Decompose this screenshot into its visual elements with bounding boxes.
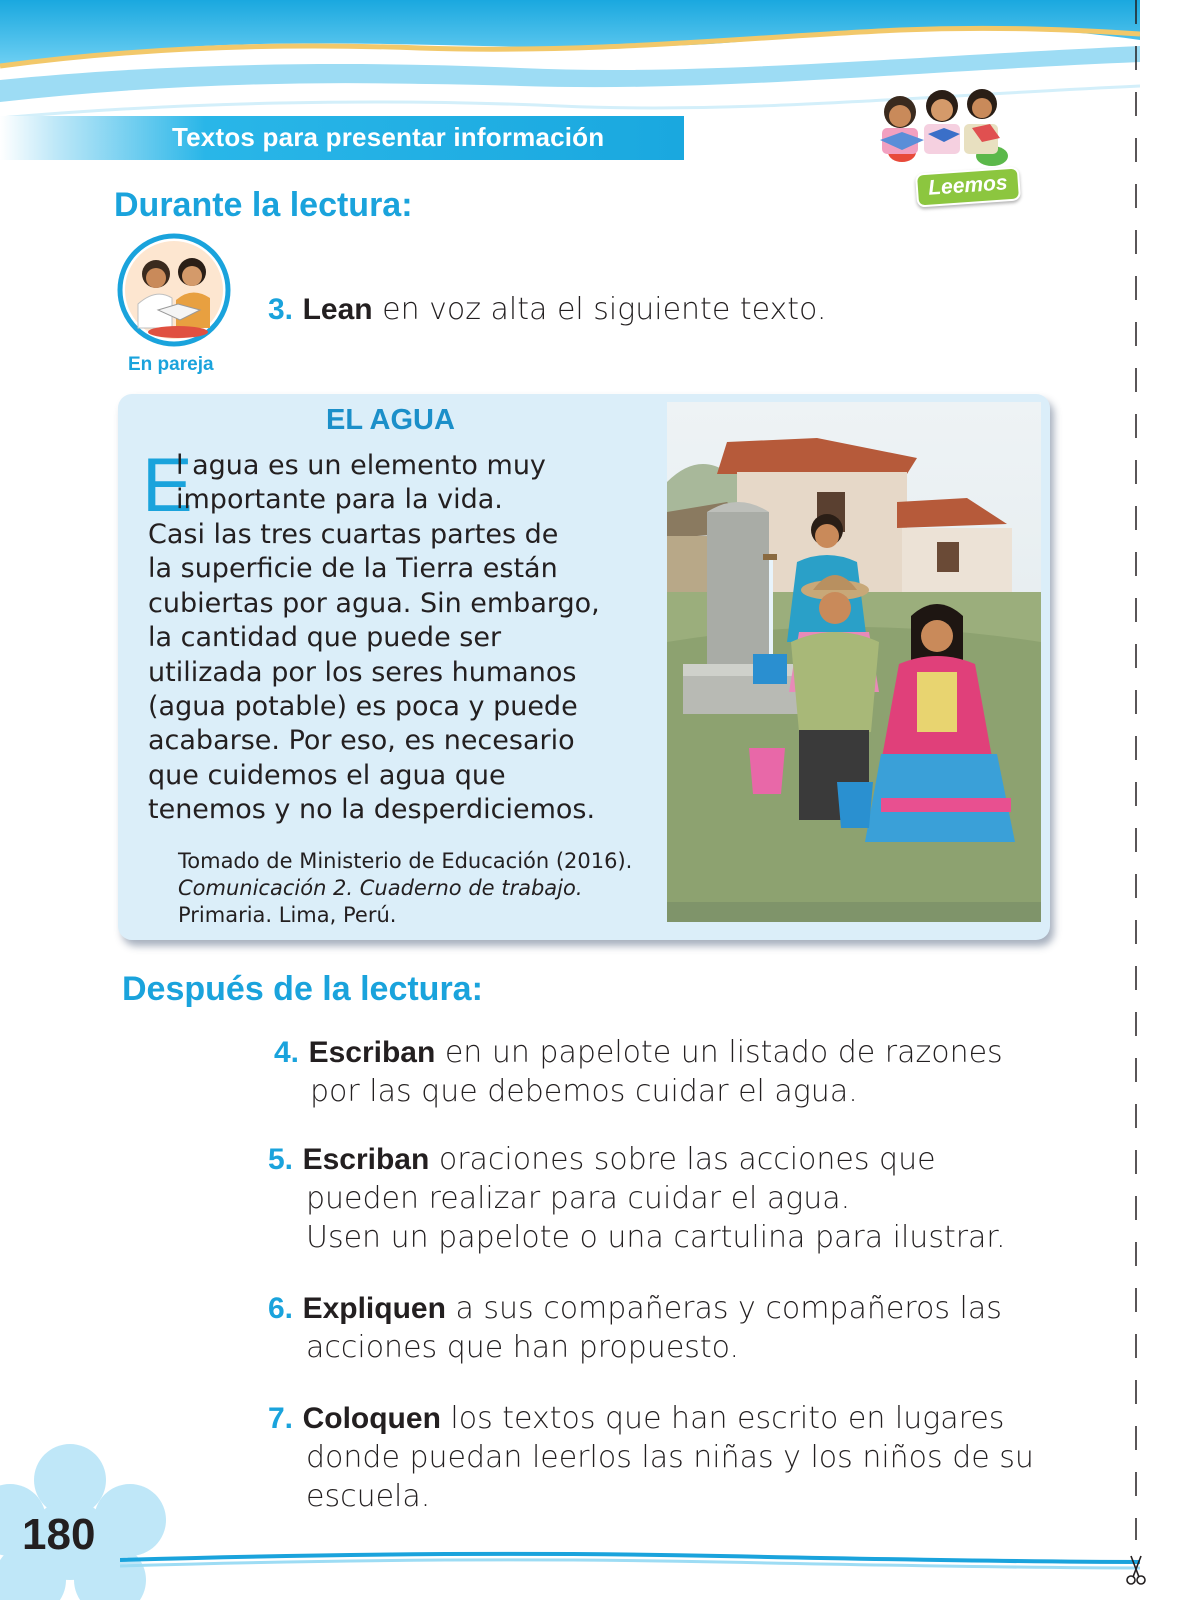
citation-work: Comunicación 2. Cuaderno de trabajo. (178, 876, 583, 900)
scissors-icon (1127, 1556, 1145, 1584)
cut-line (1126, 0, 1146, 1600)
instruction-6 (268, 1289, 1002, 1367)
leemos-badge (915, 166, 1021, 207)
citation (178, 848, 632, 929)
instruction-verb: Expliquen (302, 1292, 446, 1325)
reading-line: acabarse. Por eso, es necesario (148, 725, 575, 757)
instruction-4 (274, 1033, 1003, 1111)
reading-line: (agua potable) es poca y puede (148, 691, 578, 723)
reading-line: l agua es un elemento muy (176, 450, 546, 481)
instruction-3 (268, 290, 826, 329)
pair-work-icon (116, 232, 232, 348)
instruction-text: pueden realizar para cuidar el agua. (306, 1181, 851, 1216)
instruction-text: Usen un papelote o una cartulina para ilustrar. (306, 1220, 1006, 1255)
during-reading-heading: Durante la lectura: (114, 186, 413, 224)
instruction-text: por las que debemos cuidar el agua. (310, 1074, 858, 1109)
citation-source: Tomado de Ministerio de Educación (2016). (178, 849, 633, 873)
instruction-5 (268, 1140, 1006, 1257)
instruction-text: los textos que han escrito en lugares (440, 1401, 1005, 1436)
instruction-text: escuela. (306, 1479, 431, 1514)
instruction-number: 6. (268, 1292, 294, 1325)
reading-line: cubiertas por agua. Sin embargo, (148, 587, 600, 619)
instruction-text: oraciones sobre las acciones que (429, 1142, 936, 1177)
reading-line: Casi las tres cuartas partes de (148, 519, 559, 550)
reading-title: EL AGUA (326, 404, 455, 436)
instruction-text: en un papelote un listado de razones (435, 1035, 1003, 1070)
reading-line: que cuidemos el agua que (148, 759, 506, 791)
instruction-text: en voz alta el siguiente texto. (372, 292, 827, 327)
instruction-verb: Lean (302, 293, 373, 326)
instruction-number: 7. (268, 1402, 294, 1435)
reading-line: importante para la vida. (176, 484, 503, 516)
reading-line: la superficie de la Tierra están (148, 553, 558, 585)
leemos-label: Leemos (927, 171, 1009, 200)
after-reading-heading: Después de la lectura: (122, 970, 483, 1008)
village-water-illustration (667, 402, 1041, 922)
instruction-text: donde puedan leerlos las niñas y los niños de su (306, 1440, 1034, 1475)
instruction-number: 5. (268, 1143, 294, 1176)
pair-mode-label: En pareja (128, 354, 214, 375)
instruction-text: a sus compañeras y compañeros las (445, 1291, 1002, 1326)
reading-line: la cantidad que puede ser (148, 622, 502, 654)
section-banner (0, 116, 684, 160)
instruction-verb: Escriban (302, 1143, 430, 1176)
citation-place: Primaria. Lima, Perú. (178, 903, 397, 927)
instruction-text: acciones que han propuesto. (306, 1330, 740, 1365)
section-title: Textos para presentar información (172, 122, 605, 152)
instruction-verb: Escriban (308, 1036, 436, 1069)
page-number: 180 (22, 1510, 96, 1559)
footer-wave-line (120, 1546, 1140, 1576)
drop-cap: E (142, 443, 193, 528)
reading-line: tenemos y no la desperdiciemos. (148, 794, 596, 826)
reading-paragraph-start (176, 449, 546, 518)
instruction-7 (268, 1399, 1034, 1516)
instruction-verb: Coloquen (302, 1402, 441, 1435)
reading-paragraph (148, 518, 600, 828)
reading-line: utilizada por los seres humanos (148, 656, 577, 688)
instruction-number: 3. (268, 293, 294, 326)
instruction-number: 4. (274, 1036, 300, 1069)
